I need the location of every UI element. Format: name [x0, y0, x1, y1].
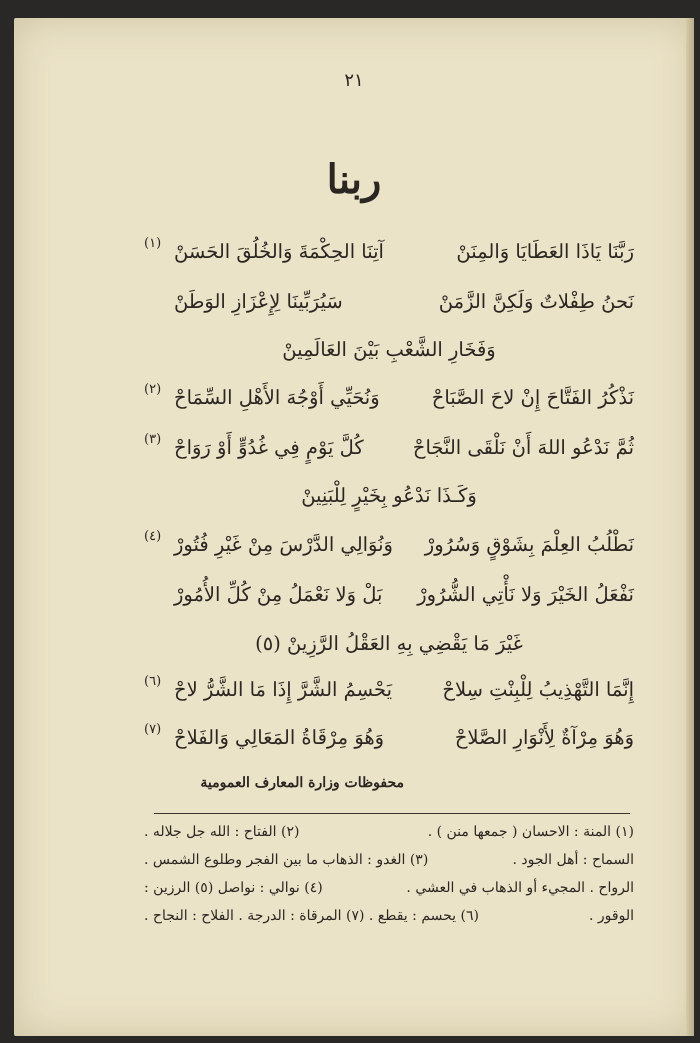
verse-first-hemistich: نَفْعَلُ الخَيْرَ وَلا نَأْتِي الشُّرُورْ [417, 583, 634, 606]
footnote-marker: (٣) [144, 432, 162, 447]
footnote-text: الرواح . المجيء أو الذهاب في العشي . [406, 880, 634, 896]
footnote-text: (٤) نوالي : نواصل (٥) الرزين : [144, 880, 323, 896]
verse-second-hemistich: كُلَّ يَوْمٍ فِي غُدُوٍّ أَوْ رَوَاحْ [174, 436, 364, 459]
verse-line [144, 432, 634, 472]
verse-first-hemistich: إِنَّمَا التَّهْذِيبُ لِلْبِنْتِ سِلاحْ [442, 678, 634, 701]
centered-verse: غَيْرَ مَا يَقْضِي بِهِ العَقْلُ الرَّزِينْ (٥) [255, 632, 523, 655]
verse-first-hemistich: نَحنُ طِفْلاتٌ وَلَكِنَّ الزَّمَنْ [438, 290, 634, 313]
verse-second-hemistich: آتِنَا الحِكْمَةَ وَالخُلُقَ الحَسَنْ [174, 240, 384, 263]
footnote-text: الوقور . [589, 908, 634, 924]
verse-second-hemistich: وَنُحَيِّي أَوْجُهَ الأَهْلِ السِّمَاحْ [174, 386, 380, 409]
verse-second-hemistich: وَنُوَالِي الدَّرْسَ مِنْ غَيْرِ فُتُورْ [174, 533, 393, 556]
centered-verse: وَفَخَارِ الشَّعْبِ بَيْنَ العَالَمِينْ [282, 338, 496, 361]
verse-second-hemistich: سَيُرَبِّينَا لِإِعْزَازِ الوَطَنْ [174, 290, 343, 313]
footnote-marker: (٤) [144, 529, 162, 544]
verse-line [144, 382, 634, 422]
page-number: ٢١ [344, 70, 364, 91]
verse-second-hemistich: وَهُوَ مِرْقَاةُ المَعَالِي وَالفَلاحْ [174, 726, 385, 749]
verse-line [144, 674, 634, 714]
verse-first-hemistich: نَذْكُرُ الفَتَّاحَ إِنْ لاحَ الصَّبَاحْ [431, 386, 634, 409]
footnote-marker: (١) [144, 236, 162, 251]
footnote-marker: (٧) [144, 722, 162, 737]
footnote-divider [154, 813, 630, 814]
verse-first-hemistich: نَطْلُبُ العِلْمَ بِشَوْقٍ وَسُرُورْ [424, 533, 634, 556]
footnote-text: (١) المنة : الاحسان ( جمعها منن ) . [427, 824, 634, 840]
poem-title: ربنا [326, 156, 382, 203]
source-credit: محفوظات وزارة المعارف العمومية [200, 775, 404, 791]
footnote-text: (٢) الفتاح : الله جل جلاله . [144, 824, 300, 840]
verse-first-hemistich: ثُمَّ نَدْعُو اللهَ أَنْ نَلْقَى النَّجَاحْ [412, 436, 634, 459]
verse-second-hemistich: يَحْسِمُ الشَّرَّ إِذَا مَا الشَّرُّ لاحْ [174, 678, 393, 701]
verse-line [144, 722, 634, 762]
footnote-text: (٣) الغدو : الذهاب ما بين الفجر وطلوع الشمس . [144, 852, 429, 868]
verse-first-hemistich: وَهُوَ مِرْآةٌ لِأَنْوَارِ الصَّلاحْ [454, 726, 634, 749]
centered-verse: وَكَـذَا نَدْعُو بِخَيْرٍ لِلْبَنِينْ [301, 484, 477, 507]
book-page [14, 18, 694, 1036]
footnote-text: السماح : أهل الجود . [512, 852, 634, 868]
verse-line [144, 236, 634, 276]
verse-second-hemistich: بَلْ وَلا نَعْمَلُ مِنْ كُلِّ الأُمُورْ [174, 583, 383, 606]
footnote-text: (٦) يحسم : يقطع . (٧) المرقاة : الدرجة . الفلاح : النجاح . [144, 908, 479, 924]
verse-first-hemistich: رَبَّنَا يَاذَا العَطَايَا وَالمِنَنْ [456, 240, 634, 263]
footnote-marker: (٢) [144, 382, 162, 397]
verse-line [144, 529, 634, 569]
verse-line [144, 290, 634, 326]
footnote-marker: (٦) [144, 674, 162, 689]
verse-line [144, 583, 634, 619]
